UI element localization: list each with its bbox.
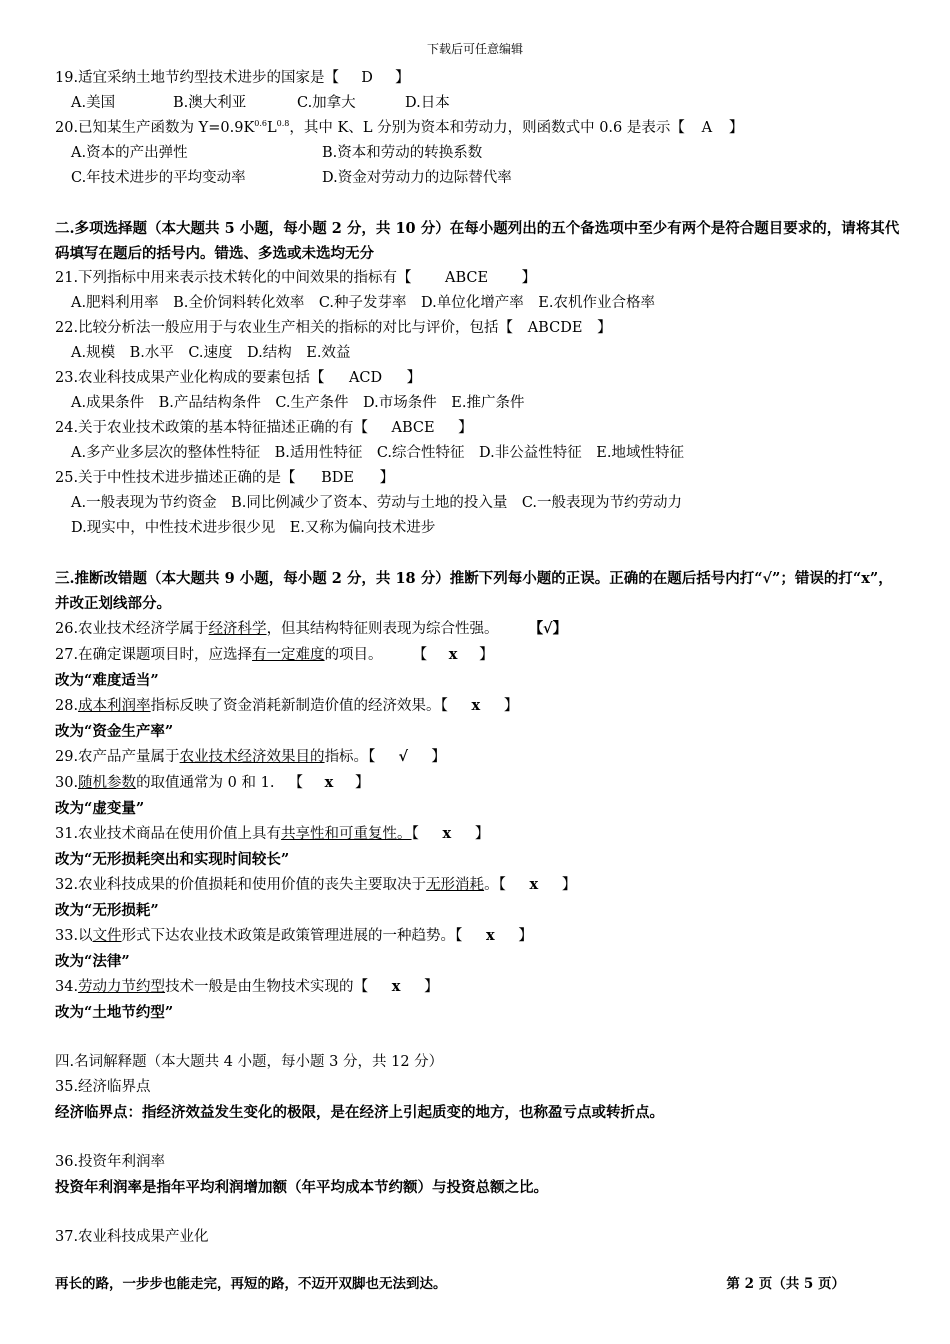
definition-35: 经济临界点：指经济效益发生变化的极限，是在经济上引起质变的地方，也称盈亏点或转折点。 bbox=[55, 1104, 664, 1121]
answer-25: BDE bbox=[321, 470, 354, 486]
options-20-row2: C.年技术进步的平均变动率 D.资金对劳动力的边际替代率 bbox=[71, 170, 512, 186]
correction-31: 改为“无形损耗突出和实现时间较长” bbox=[55, 851, 290, 868]
page-content bbox=[55, 66, 900, 1250]
answer-30: x bbox=[324, 774, 334, 791]
options-23: A.成果条件 B.产品结构条件 C.生产条件 D.市场条件 E.推广条件 bbox=[71, 395, 525, 411]
answer-34: x bbox=[391, 978, 401, 995]
question-32: 32.农业科技成果的价值损耗和使用价值的丧失主要取决于无形消耗。【 x 】 bbox=[55, 872, 900, 898]
question-31: 31.农业技术商品在使用价值上具有共享性和可重复性。【 x 】 bbox=[55, 821, 900, 847]
options-20-row1: A.资本的产出弹性 B.资本和劳动的转换系数 bbox=[71, 145, 483, 161]
correction-28: 改为“资金生产率” bbox=[55, 723, 174, 740]
page-header: 下载后可任意编辑 bbox=[426, 42, 523, 56]
section-2-title: 二.多项选择题（本大题共 5 小题，每小题 2 分，共 10 分）在每小题列出的五个备选项中至少有两个是符合题目要求的，请将其代码填写在题后的括号内。错选、多选或未选均无分 bbox=[55, 220, 900, 262]
question-23: 23.农业科技成果产业化构成的要素包括【 ACD 】 bbox=[55, 366, 900, 391]
question-26: 26.农业技术经济学属于经济科学，但其结构特征则表现为综合性强。 【√】 bbox=[55, 620, 568, 637]
question-19: 19.适宜采纳土地节约型技术进步的国家是【 D 】 bbox=[55, 66, 900, 91]
answer-19: D bbox=[361, 70, 373, 86]
question-20: 20.已知某生产函数为 $Y=0.9K^{0.6}L^{0.8}$，其中 K、L 分别为资本和劳动力，则函数式中 0.6 是表示【 A 】 bbox=[55, 116, 900, 141]
term-35: 35.经济临界点 bbox=[55, 1079, 151, 1095]
question-24: 24.关于农业技术政策的基本特征描述正确的有【 ABCE 】 bbox=[55, 416, 900, 441]
question-33: 33.以文件形式下达农业技术政策是政策管理进展的一种趋势。【 x 】 bbox=[55, 923, 900, 949]
question-28: 28.成本利润率指标反映了资金消耗新制造价值的经济效果。【 x 】 bbox=[55, 693, 900, 719]
answer-28: x bbox=[471, 697, 481, 714]
correction-32: 改为“无形损耗” bbox=[55, 902, 159, 919]
section-3-title: 三.推断改错题（本大题共 9 小题，每小题 2 分，共 18 分）推断下列每小题的正误。正确的在题后括号内打“√”；错误的打“x”，并改正划线部分。 bbox=[55, 570, 893, 612]
correction-30: 改为“虚变量” bbox=[55, 800, 145, 817]
definition-36: 投资年利润率是指年平均利润增加额（年平均成本节约额）与投资总额之比。 bbox=[55, 1179, 548, 1196]
question-34: 34.劳动力节约型技术一般是由生物技术实现的【 x 】 bbox=[55, 974, 900, 1000]
section-4-title: 四.名词解释题（本大题共 4 小题，每小题 3 分，共 12 分） bbox=[55, 1054, 444, 1070]
answer-24: ABCE bbox=[391, 420, 435, 436]
options-19: A.美国 B.澳大利亚 C.加拿大 D.日本 bbox=[71, 95, 450, 111]
answer-23: ACD bbox=[348, 370, 383, 386]
question-25: 25.关于中性技术进步描述正确的是【 BDE 】 bbox=[55, 466, 900, 491]
footer-motto: 再长的路，一步步也能走完，再短的路，不迈开双脚也无法到达。 bbox=[55, 1276, 447, 1292]
answer-29: √ bbox=[398, 748, 409, 765]
answer-20: A bbox=[701, 120, 713, 136]
question-21: 21.下列指标中用来表示技术转化的中间效果的指标有【 ABCE 】 bbox=[55, 266, 900, 291]
options-25-row1: A.一般表现为节约资金 B.同比例减少了资本、劳动与土地的投入量 C.一般表现为节约劳动力 bbox=[71, 495, 683, 511]
correction-27: 改为“难度适当” bbox=[55, 672, 159, 689]
question-30: 30.随机参数的取值通常为 0 和 1. 【 x 】 bbox=[55, 770, 900, 796]
question-29: 29.农产品产量属于农业技术经济效果目的指标。【 √ 】 bbox=[55, 744, 900, 770]
answer-33: x bbox=[485, 927, 495, 944]
options-25-row2: D.现实中，中性技术进步很少见 E.又称为偏向技术进步 bbox=[71, 520, 436, 536]
options-21: A.肥料利用率 B.全价饲料转化效率 C.种子发芽率 D.单位化增产率 E.农机作业合格率 bbox=[71, 295, 655, 311]
answer-22: ABCDE bbox=[527, 320, 583, 336]
answer-31: x bbox=[442, 825, 452, 842]
correction-33: 改为“法律” bbox=[55, 953, 130, 970]
term-37: 37.农业科技成果产业化 bbox=[55, 1229, 209, 1245]
answer-21: ABCE bbox=[445, 270, 489, 286]
term-36: 36.投资年利润率 bbox=[55, 1154, 166, 1170]
options-24: A.多产业多层次的整体性特征 B.适用性特征 C.综合性特征 D.非公益性特征 E.地域性特征 bbox=[71, 445, 684, 461]
question-22: 22.比较分析法一般应用于与农业生产相关的指标的对比与评价，包括【 ABCDE 】 bbox=[55, 316, 900, 341]
page-number: 第 2 页（共 5 页） bbox=[726, 1276, 845, 1292]
answer-26: 【√】 bbox=[528, 620, 568, 637]
answer-27: x bbox=[448, 646, 458, 663]
question-27: 27.在确定课题项目时，应选择有一定难度的项目。 【 x 】 bbox=[55, 642, 900, 668]
options-22: A.规模 B.水平 C.速度 D.结构 E.效益 bbox=[71, 345, 351, 361]
answer-32: x bbox=[529, 876, 539, 893]
correction-34: 改为“土地节约型” bbox=[55, 1004, 174, 1021]
